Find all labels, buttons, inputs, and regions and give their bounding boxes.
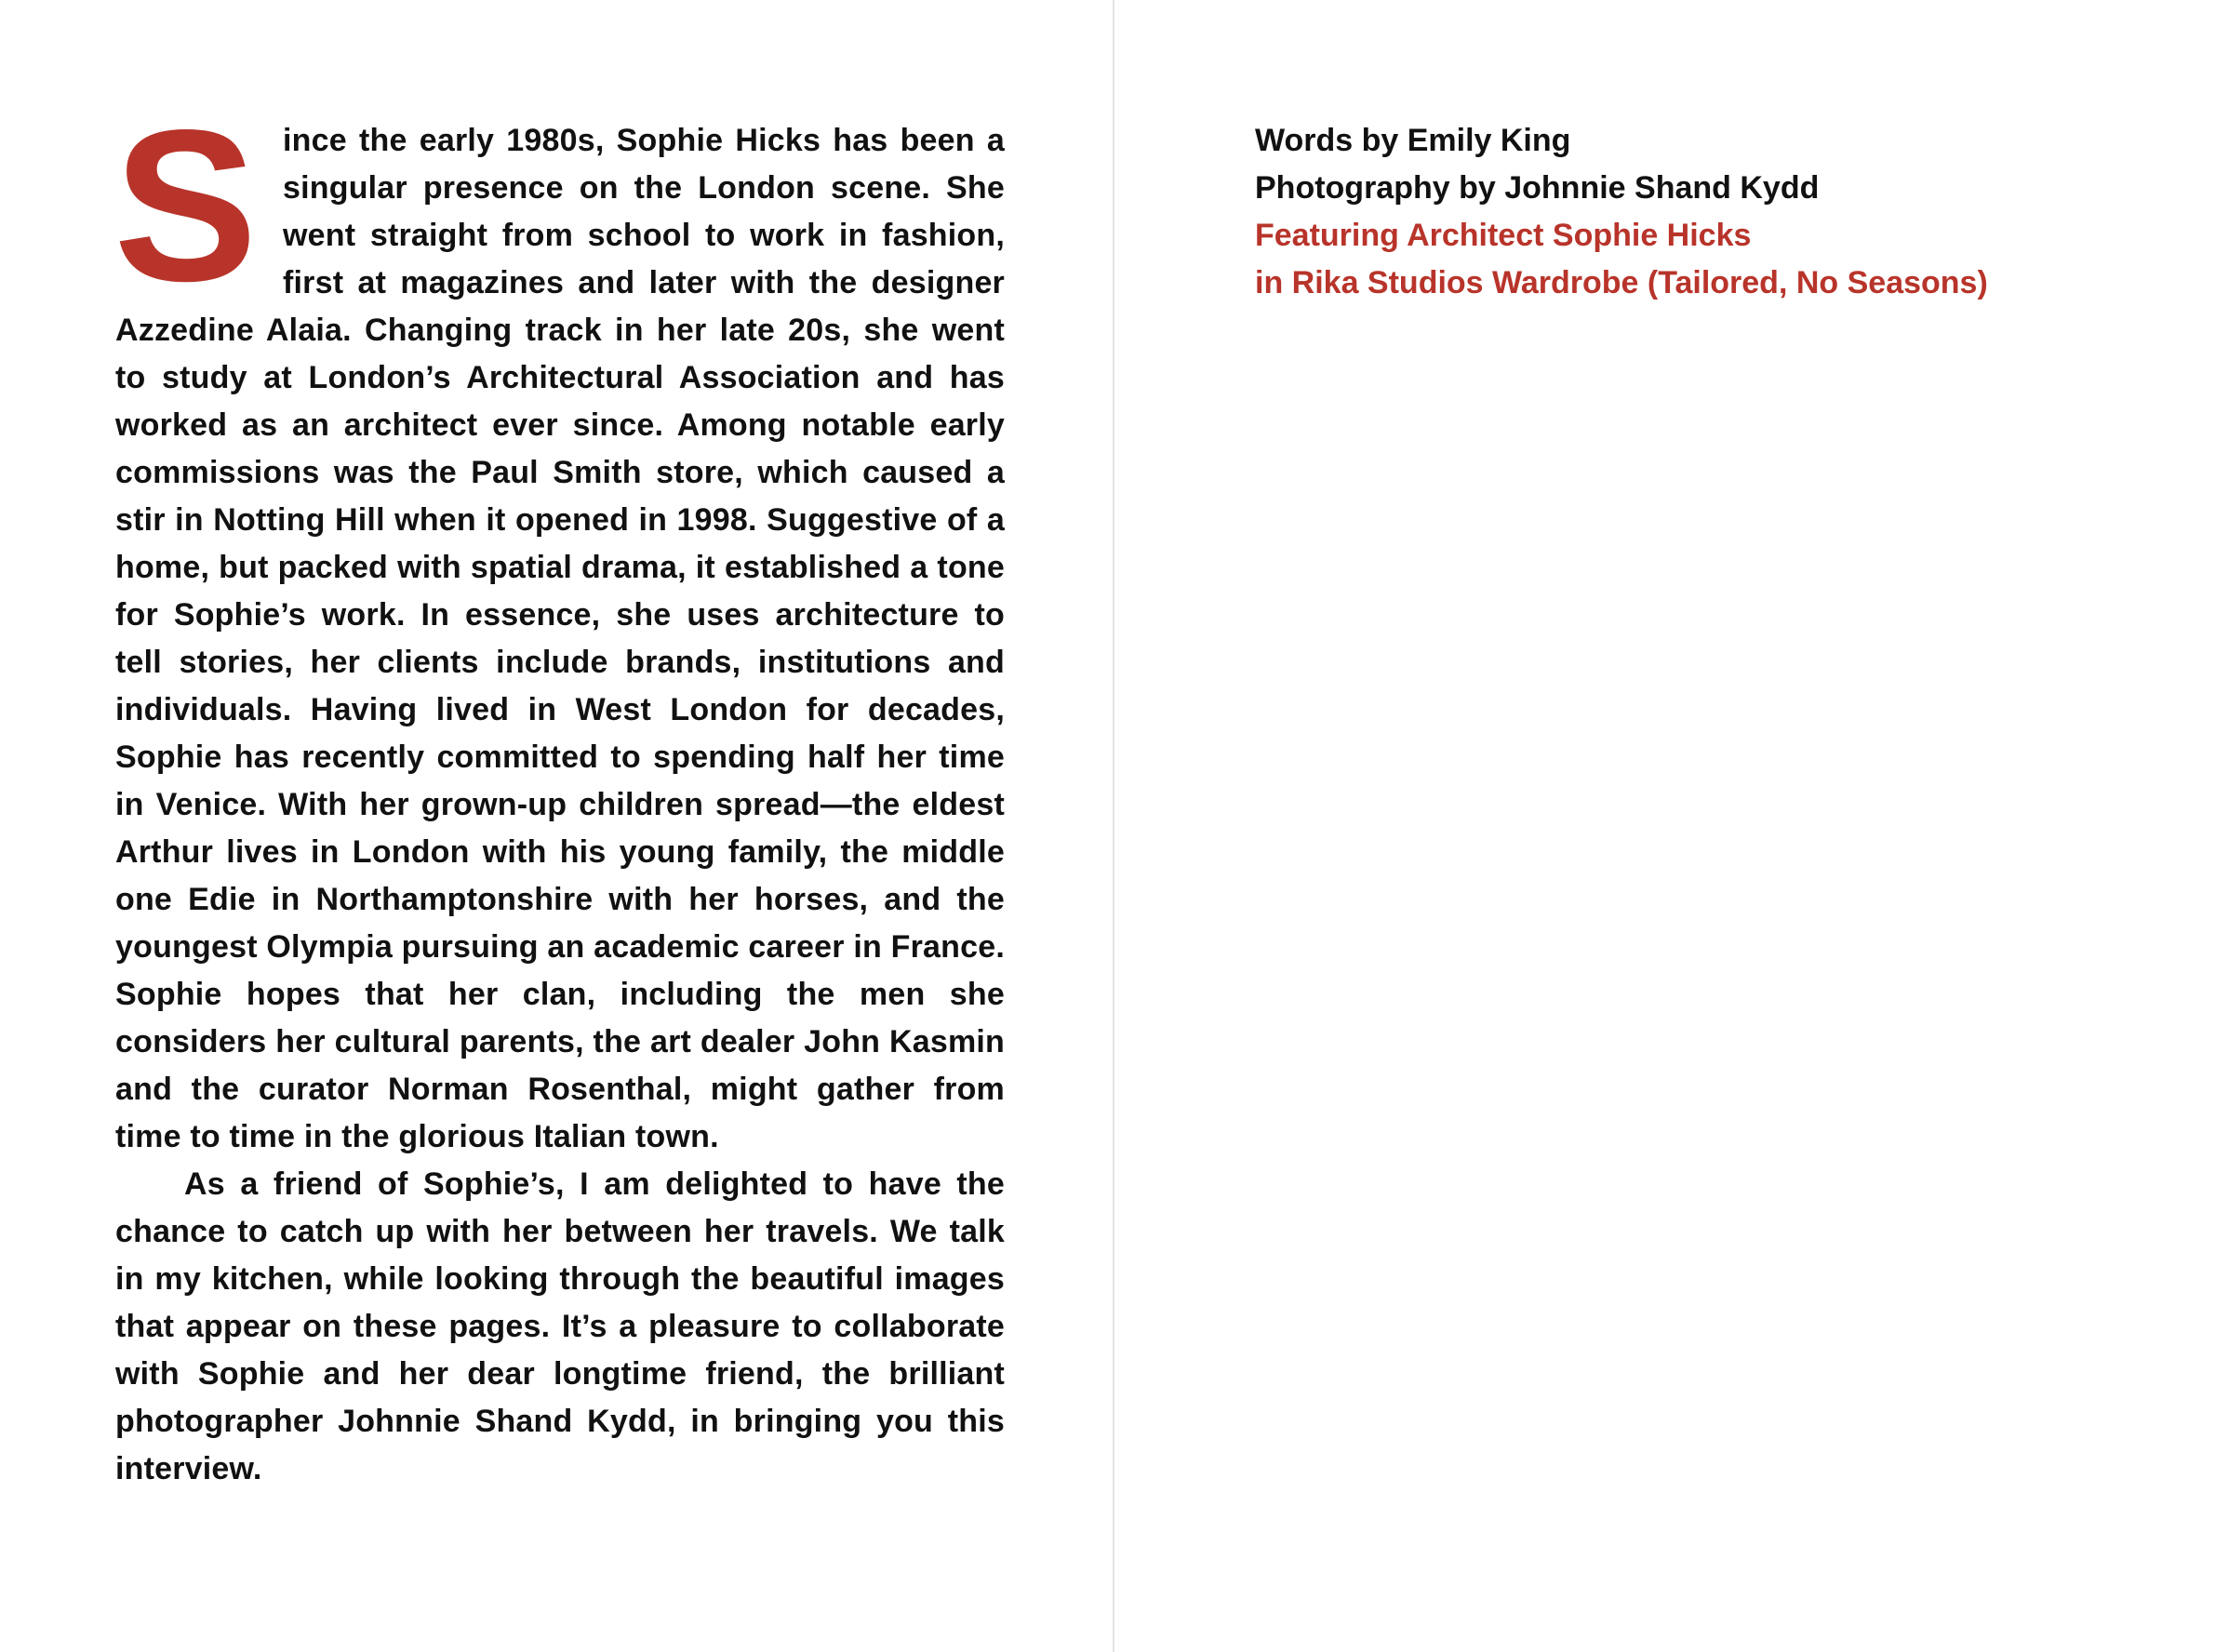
drop-cap-letter: S [113, 86, 252, 326]
intro-paragraph [113, 86, 1005, 1161]
page-gutter-divider [1113, 0, 1114, 1652]
credit-featuring-line-2: in Rika Studios Wardrobe (Tailored, No Seasons) [1255, 265, 1988, 300]
credit-photography-by: Photography by Johnnie Shand Kydd [1255, 170, 1820, 206]
right-page-credits [1255, 117, 2129, 307]
left-page-article [113, 86, 1005, 1493]
intro-paragraph-text: ince the early 1980s, Sophie Hicks has been a singular presence on the London scene. She went straight from school to work in fashion, first at magazines and later with the designer Azzedine Alaia. Changing track in her late 20s, she went to study at London’s Architectural Association and has worked as an architect ever since. Among notable early commissions was the Paul Smith store, which caused a stir in Notting Hill when it opened in 1998. Suggestive of a home, but packed with spatial drama, it established a tone for Sophie’s work. In essence, she uses architecture to tell stories, her clients include brands, institutions and individuals. Having lived in West London for decades, Sophie has recently committed to spending half her time in Venice. With her grown-up children spread—the eldest Arthur lives in London with his young family, the middle one Edie in Northamptonshire with her horses, and the youngest Olympia pursuing an academic career in France. Sophie hopes that her clan, including the men she considers her cultural parents, the art dealer John Kasmin and the curator Norman Rosenthal, might gather from time to time in the glorious Italian town. [115, 123, 1005, 1154]
credit-featuring-line-1: Featuring Architect Sophie Hicks [1255, 218, 1752, 253]
second-paragraph: As a friend of Sophie’s, I am delighted to have the chance to catch up with her between her travels. We talk in my kitchen, while looking through the beautiful images that appear on these pages. It’s a pleasure to collaborate with Sophie and her dear longtime friend, the brilliant photographer Johnnie Shand Kydd, in bringing you this interview. [115, 1166, 1005, 1486]
credit-words-by: Words by Emily King [1255, 123, 1571, 158]
